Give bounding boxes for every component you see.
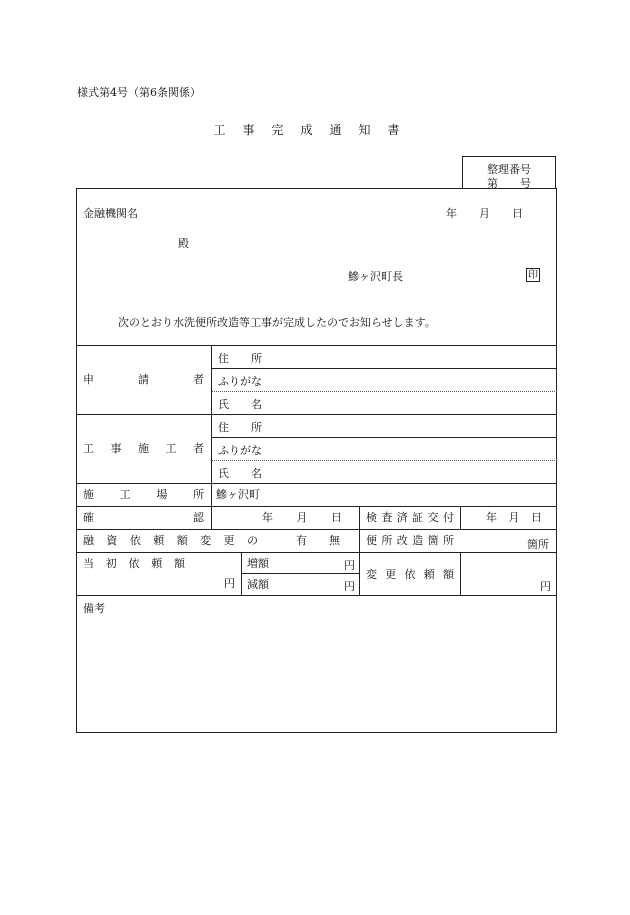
initial-request-amount-label: 当 初 依 頼 額 [83, 557, 185, 570]
divider [211, 345, 212, 506]
divider [211, 391, 557, 392]
reference-number-label: 整理番号 [487, 163, 531, 176]
remarks-label: 備考 [83, 602, 105, 615]
seal-box: 印 [528, 270, 538, 281]
inspection-certificate-label: 検 査 済 証 交 付 [366, 511, 454, 524]
divider [460, 506, 461, 529]
divider [211, 460, 557, 461]
initial-amount-yen: 円 [224, 577, 235, 590]
divider [241, 573, 359, 574]
divider [211, 437, 557, 438]
confirm-label: 確 認 [83, 511, 204, 524]
divider [359, 506, 360, 595]
change-yes: 有 [296, 534, 307, 547]
applicant-furigana-label: ふりがな [218, 375, 262, 388]
toilet-renovation-places-label: 便 所 改 造 箇 所 [366, 534, 454, 547]
inspection-date: 年 月 日 [486, 511, 542, 524]
document-title: 工事完成通知書 [213, 123, 417, 137]
contractor-name-label: 氏 名 [218, 467, 262, 480]
divider [76, 506, 557, 507]
applicant-address-label: 住 所 [218, 352, 262, 365]
bank-name-label: 金融機関名 [83, 207, 138, 220]
change-no: 無 [329, 534, 340, 547]
notice-text: 次のとおり水洗便所改造等工事が完成したのでお知らせします。 [118, 316, 436, 329]
applicant-label: 申 請 者 [83, 373, 204, 386]
changed-amount-yen: 円 [540, 580, 551, 593]
form-number: 様式第4号（第6条関係） [77, 86, 201, 99]
divider [460, 552, 461, 595]
confirm-date: 年 月 日 [262, 511, 342, 524]
divider [76, 595, 557, 596]
mayor-label: 鰺ヶ沢町長 [348, 270, 403, 283]
reference-number-box [462, 156, 556, 188]
dono-label: 殿 [178, 237, 189, 250]
divider [76, 414, 557, 415]
loan-change-label: 融 資 依 頼 額 変 更 の [83, 534, 258, 547]
decrease-label: 減額 [247, 578, 269, 591]
divider [241, 552, 242, 595]
contractor-furigana-label: ふりがな [218, 444, 262, 457]
divider [211, 506, 212, 529]
applicant-name-label: 氏 名 [218, 398, 262, 411]
contractor-address-label: 住 所 [218, 421, 262, 434]
changed-request-amount-label: 変 更 依 頼 額 [366, 568, 454, 581]
site-value: 鰺ヶ沢町 [216, 488, 260, 501]
divider [76, 529, 557, 530]
divider [76, 552, 557, 553]
increase-label: 増額 [247, 557, 269, 570]
places-unit: 箇所 [527, 538, 549, 551]
reference-number-value: 第 号 [487, 177, 531, 190]
divider [76, 483, 557, 484]
site-label: 施 工 場 所 [83, 488, 204, 501]
increase-yen: 円 [344, 559, 355, 572]
issue-date: 年 月 日 [446, 207, 523, 220]
contractor-label: 工 事 施 工 者 [83, 442, 204, 455]
divider [76, 345, 557, 346]
divider [211, 368, 557, 369]
decrease-yen: 円 [344, 580, 355, 593]
